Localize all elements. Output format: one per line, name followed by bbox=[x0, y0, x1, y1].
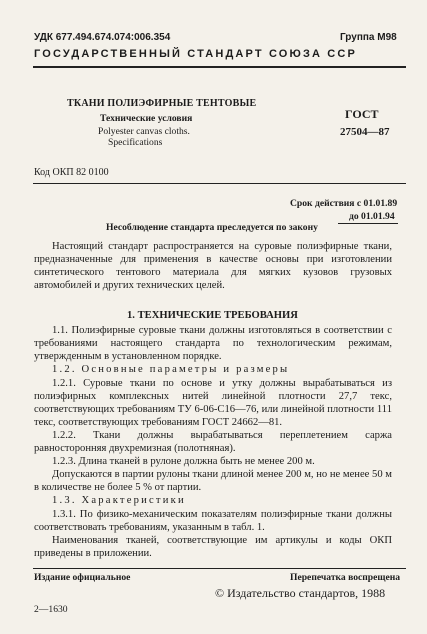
udk-code: УДК 677.494.674.074:006.354 bbox=[34, 32, 171, 43]
section-1-title: 1. ТЕХНИЧЕСКИЕ ТРЕБОВАНИЯ bbox=[127, 310, 298, 321]
header-rule bbox=[33, 66, 406, 68]
validity-to: до 01.01.94 bbox=[349, 211, 395, 222]
heading-1-2: 1.2. Основные параметры и размеры bbox=[52, 364, 290, 375]
okp-code: Код ОКП 82 0100 bbox=[34, 167, 109, 178]
copyright-line: © Издательство стандартов, 1988 bbox=[215, 586, 386, 600]
paragraph-1-2-2: 1.2.2. Ткани должны вырабатываться переплетением саржа равносторонняя двухремизная (полотняная). bbox=[34, 430, 392, 454]
title-english-1: Polyester canvas cloths. bbox=[98, 126, 190, 137]
footer-rule bbox=[33, 568, 406, 569]
title-english-2: Specifications bbox=[108, 137, 163, 148]
document-title: ТКАНИ ПОЛИЭФИРНЫЕ ТЕНТОВЫЕ bbox=[67, 98, 257, 109]
sheet-number: 2—1630 bbox=[34, 604, 68, 615]
official-edition: Издание официальное bbox=[34, 572, 131, 583]
okp-rule bbox=[33, 183, 406, 184]
intro-paragraph: Настоящий стандарт распространяется на суровые полиэфирные ткани, предназначенные для применения в качестве основы при изготовлении синтетического тентового материала для мягких кузовов грузовых автомобилей и других технических целей. bbox=[34, 241, 392, 291]
paragraph-1-3-1: 1.3.1. По физико-механическим показателям полиэфирные ткани должны соответствовать требованиям, указанным в табл. 1. bbox=[34, 509, 392, 533]
group-code: Группа М98 bbox=[340, 32, 397, 43]
state-standard-banner: ГОСУДАРСТВЕННЫЙ СТАНДАРТ СОЮЗА ССР bbox=[34, 48, 357, 60]
enforcement-note: Несоблюдение стандарта преследуется по закону bbox=[106, 222, 318, 233]
paragraph-1-3-1-continued: Наименования тканей, соответствующие им артикулы и коды ОКП приведены в приложении. bbox=[34, 535, 392, 559]
gost-label: ГОСТ bbox=[345, 107, 379, 121]
gost-number: 27504—87 bbox=[340, 126, 390, 138]
paragraph-1-2-3-continued: Допускаются в партии рулоны ткани длиной менее 200 м, но не менее 50 м в количестве не более 5 % от партии. bbox=[34, 469, 392, 493]
validity-from: Срок действия с 01.01.89 bbox=[290, 198, 398, 209]
document-subtitle: Технические условия bbox=[100, 113, 193, 124]
reprint-prohibited: Перепечатка воспрещена bbox=[290, 572, 401, 583]
paragraph-1-1: 1.1. Полиэфирные суровые ткани должны изготовляться в соответствии с требованиями настоящего стандарта по технологическим режимам, утвержденным в установленном порядке. bbox=[34, 325, 392, 362]
heading-1-3: 1.3. Характеристики bbox=[52, 495, 186, 506]
validity-underline bbox=[338, 223, 398, 224]
paragraph-1-2-1: 1.2.1. Суровые ткани по основе и утку должны вырабатываться из полиэфирных комплексных нитей линейной плотности 27,7 текс, соответствующих требованиям ТУ 6-06-С16—76, или линейной плотности 111 текс, соответствующих требованиям ГОСТ 24662—81. bbox=[34, 378, 392, 428]
paragraph-1-2-3: 1.2.3. Длина тканей в рулоне должна быть не менее 200 м. bbox=[52, 456, 315, 467]
